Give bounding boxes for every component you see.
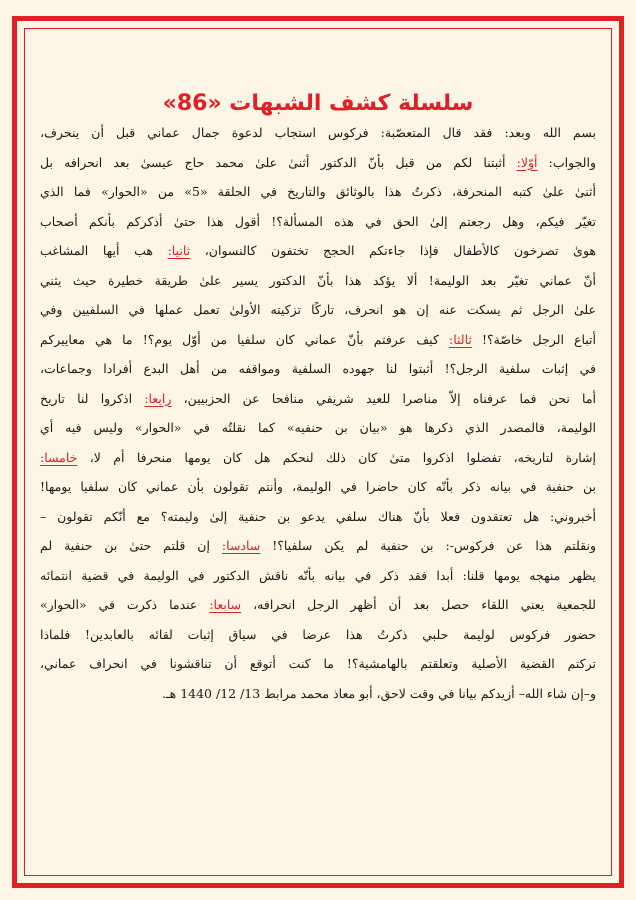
section-marker: سادسا: xyxy=(221,538,261,553)
text-line xyxy=(40,354,596,384)
text-line xyxy=(40,649,596,679)
text-line xyxy=(40,531,596,561)
text-line xyxy=(40,413,596,443)
text-segment: الوليمة، فالمصدر الذي ذكرها هو «بيان بن حنفيه» كما نقلتُه في «الحوار» وليس فيه أي xyxy=(40,420,596,435)
text-line xyxy=(40,443,596,473)
text-line xyxy=(40,236,596,266)
text-line xyxy=(40,384,596,414)
text-segment: للجمعية يعني اللقاء حصل بعد أن أظهر الرجل انحرافه، xyxy=(241,597,596,612)
text-segment: حضور فركوس لوليمة حلبي ذكرتُ هذا عرضا في سياق إثبات لقائه بالعابدين! فلماذا xyxy=(40,626,596,642)
section-marker: سابعا: xyxy=(209,597,242,612)
text-segment: إشارة لتاريخه، تفضلوا اذكروا متىٰ كان ذلك لنحكم هل كان يومها منحرفا أم لا، xyxy=(77,449,596,465)
text-line xyxy=(40,502,596,532)
article-body xyxy=(40,118,596,708)
text-line xyxy=(40,295,596,325)
text-line xyxy=(40,325,596,355)
text-segment: علىٰ الرجل ثم يسكت عنه إن هو انحرف، تاركًا تزكيته الأولىٰ تعمل عملها في السلفيين وفي xyxy=(40,302,596,317)
section-marker: رابعا: xyxy=(144,390,172,406)
text-segment: تركتم القضية الأصلية وتعلقتم بالهامشية؟! ما كنت أتوقع أن تناقشونا في انحراف عماني، xyxy=(40,656,596,671)
text-segment: بسم الله وبعد: فقد قال المتعصّبة: فركوس استجاب لدعوة جمال عماني قبل أن ينحرف، xyxy=(40,125,596,140)
text-segment: عندما ذكرت في «الحوار» xyxy=(40,597,210,612)
text-line xyxy=(40,561,596,591)
text-line xyxy=(40,679,596,709)
text-segment: أما نحن فما عرفناه إلاّ مناصرا للعيد شريفي منافحا عن الحزبيين، xyxy=(171,390,597,406)
text-segment: إن قلتم حتىٰ بن حنفية لم xyxy=(40,538,222,553)
text-segment: تغيّر فيكم، وهل رجعتم إلىٰ الحق في هذه المسألة؟! أقول هذا حتىٰ أذكركم بأنكم أصحاب xyxy=(40,213,596,229)
text-segment: والجواب: xyxy=(537,154,596,170)
text-line xyxy=(40,207,596,237)
text-segment: ونقلتم هذا عن فركوس-: بن حنفية لم يكن سلفيا؟! xyxy=(260,538,596,553)
text-line xyxy=(40,620,596,650)
text-line xyxy=(40,590,596,620)
text-segment: أتباع الرجل خاصّة؟! xyxy=(471,331,596,347)
text-segment: يظهر منهجه يومها قلنا: أبدا فقد ذكر في بيانه بأنّه ناقش الدكتور في الوليمة في قضية انتمائه xyxy=(40,567,596,583)
text-segment: و–إن شاء الله– أزيدكم بيانا في وقت لاحق، أبو معاذ محمد مرابط 13/ 12/ 1440 هـ. xyxy=(162,685,596,701)
section-marker: خامسا: xyxy=(40,449,78,465)
text-segment: أثنىٰ علىٰ كتبه المنحرفة، ذكرتُ هذا بالوثائق والتاريخ في الحلقة «5» من «الحوار» فما الذي xyxy=(40,184,596,199)
text-line xyxy=(40,472,596,502)
page-title: سلسلة كشف الشبهات «86» xyxy=(162,90,474,116)
text-segment: هب أيها المشاغب xyxy=(40,243,168,258)
text-segment: هوىٰ تصرخون كالأطفال فإذا جاءتكم الحجج تختفون كالنسوان، xyxy=(190,243,597,258)
text-line xyxy=(40,148,596,178)
text-line xyxy=(40,177,596,207)
text-segment: في إثبات سلفية الرجل؟! أثبتوا لنا جهوده السلفية ومواقفه من أهل البدع أفرادا وجماعات، xyxy=(40,361,596,376)
section-marker: أوّلا: xyxy=(516,154,538,170)
text-segment: كيف عرفتم بأنّ عماني كان سلفيا من أوّل يوم؟! ما هي معاييركم xyxy=(40,331,449,347)
text-line xyxy=(40,266,596,296)
text-segment: أثبتنا لكم من قبل بأنّ الدكتور أثنىٰ علىٰ محمد حاج عيسىٰ بعد انحرافه بل xyxy=(40,154,517,170)
text-segment: أنّ عماني تغيّر بعد الوليمة! ألا يؤكد هذا بأنّ الدكتور يسير علىٰ طريقة خطيرة حيث يثني xyxy=(40,272,596,288)
text-line xyxy=(40,118,596,148)
text-segment: أخبروني: هل تعتقدون فعلا بأنّ هناك سلفي يدعو بن حنفية إلىٰ وليمته؟ مع أنّكم تقولون – xyxy=(40,508,596,524)
section-marker: ثالثا: xyxy=(448,331,472,347)
section-marker: ثانيا: xyxy=(167,243,191,258)
text-segment: بن حنفية في بيانه ذكر بأنّه كان حاضرا في الوليمة، وأنتم تقولون بأن عماني كان سلفيا يومها! xyxy=(40,479,596,494)
text-segment: اذكروا لنا تاريخ xyxy=(40,390,145,406)
